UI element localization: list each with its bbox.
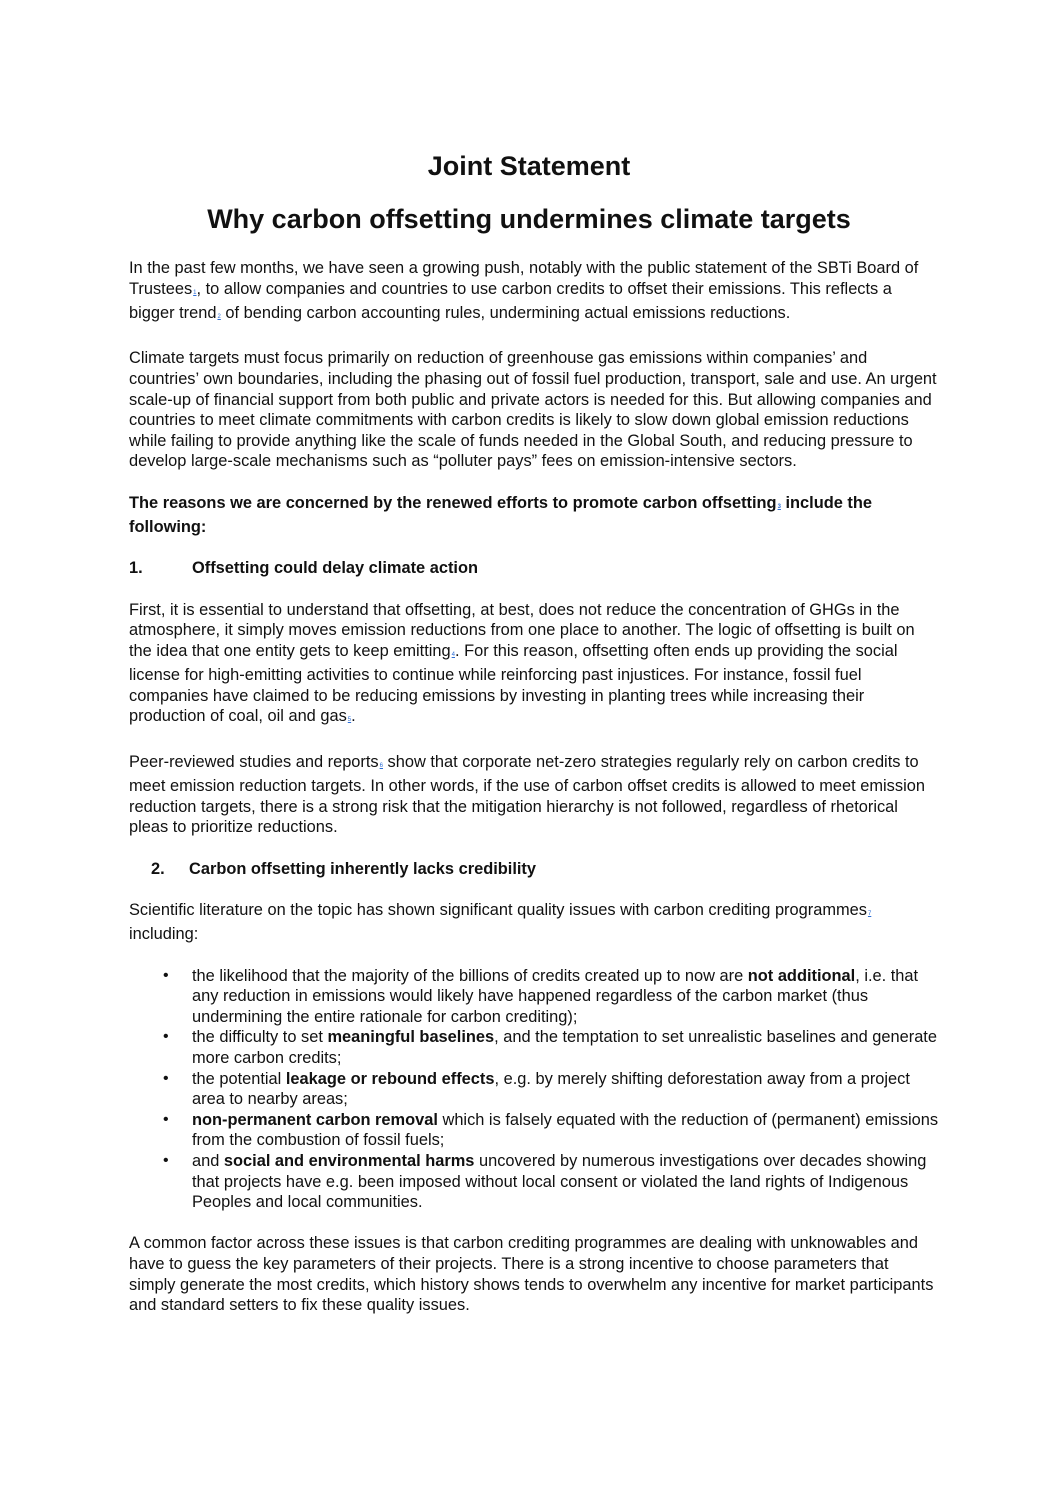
paragraph-text: Scientific literature on the topic has shown significant quality issues with carbon crediting programmes — [129, 900, 867, 919]
bullet-icon: • — [163, 1151, 169, 1169]
paragraph-text: of bending carbon accounting rules, undermining actual emissions reductions. — [220, 304, 791, 323]
item-text: uncovered by numerous investigations over decades showing that projects have e.g. been imposed without local consent or violated the land rights of Indigenous Peoples and local communities. — [192, 1151, 927, 1212]
document-body — [129, 258, 939, 1336]
paragraph-offsetting-delay — [129, 600, 939, 732]
list-item — [129, 966, 939, 1028]
item-emphasis: meaningful baselines — [327, 1028, 495, 1047]
bullet-icon: • — [163, 1110, 169, 1128]
paragraph-text: , to allow companies and countries to use carbon credits to offset their emissions. This reflects a bigger trend — [129, 279, 892, 323]
document-title: Joint Statement — [427, 151, 631, 181]
item-text: , e.g. by merely shifting deforestation away from a project area to nearby areas; — [192, 1069, 910, 1109]
item-emphasis: social and environmental harms — [223, 1151, 475, 1170]
list-item — [129, 1027, 939, 1068]
item-text: and — [192, 1151, 224, 1170]
paragraph-text: . For this reason, offsetting often ends up providing the social license for high-emitting activities to continue while reinforcing past injustices. For instance, fossil fuel companies have claimed to be reducing emissions by investing in planting trees while increasing their production of coal, oil and gas — [129, 641, 898, 726]
reasons-heading — [129, 493, 939, 538]
item-emphasis: not additional — [747, 966, 856, 985]
list-item — [129, 1110, 939, 1151]
section-number: 1. — [129, 559, 143, 578]
item-emphasis: leakage or rebound effects — [285, 1069, 495, 1088]
list-item — [129, 1069, 939, 1110]
paragraph-text: In the past few months, we have seen a growing push, notably with the public statement of the SBTi Board of Trustees — [129, 259, 919, 298]
section-title: Offsetting could delay climate action — [192, 559, 478, 578]
list-item — [129, 1151, 939, 1213]
paragraph-scientific-literature — [129, 900, 939, 945]
paragraph-text: show that corporate net-zero strategies regularly rely on carbon credits to meet emission reduction targets. In other words, if the use of carbon offset credits is allowed to meet emission reduction targets, there is a strong risk that the mitigation hierarchy is not followed, regardless of rhetorical pleas to prioritize reductions. — [129, 752, 925, 837]
footnote-link[interactable]: 1 — [193, 289, 197, 296]
paragraph-peer-reviewed — [129, 752, 939, 838]
reasons-text: include the following: — [129, 493, 872, 537]
item-text: , i.e. that any reduction in emissions would likely have happened regardless of the carbon market (thus undermining the entire rationale for carbon crediting); — [192, 966, 919, 1026]
item-text: the potential — [192, 1069, 286, 1088]
document-subtitle: Why carbon offsetting undermines climate targets — [207, 204, 851, 234]
footnote-link[interactable]: 6 — [379, 762, 383, 769]
footnote-link[interactable]: 2 — [217, 314, 221, 321]
footnote-link[interactable]: 4 — [451, 651, 455, 658]
item-text: the likelihood that the majority of the billions of credits created up to now are — [192, 966, 748, 985]
paragraph-text: including: — [129, 925, 199, 944]
paragraph-text: . — [351, 707, 356, 726]
item-text: which is falsely equated with the reduction of (permanent) emissions from the combustion of fossil fuels; — [192, 1110, 939, 1150]
quality-issues-list — [129, 966, 939, 1213]
section-heading-1 — [129, 558, 939, 579]
item-text: the difficulty to set — [192, 1028, 328, 1047]
item-text: , and the temptation to set unrealistic baselines and generate more carbon credits; — [192, 1028, 937, 1067]
bullet-icon: • — [163, 1069, 169, 1087]
paragraph-text: First, it is essential to understand that offsetting, at best, does not reduce the concentration of GHGs in the atmosphere, it simply moves emission reductions from one place to another. The logic of offsetting is built on the idea that one entity gets to keep emitting — [129, 600, 915, 660]
section-heading-2 — [129, 859, 939, 880]
item-emphasis: non-permanent carbon removal — [192, 1110, 438, 1129]
footnote-link[interactable]: 3 — [777, 503, 781, 510]
paragraph-common-factor: A common factor across these issues is that carbon crediting programmes are dealing with unknowables and have to guess the key parameters of their projects. There is a strong incentive to choose parameters that simply generate the most credits, which history shows tends to overwhelm any incentive for market participants and standard setters to fix these quality issues. — [129, 1234, 934, 1315]
footnote-link[interactable]: 7 — [867, 910, 872, 917]
bullet-icon: • — [163, 1028, 169, 1046]
paragraph-text: Peer-reviewed studies and reports — [129, 752, 379, 771]
bullet-icon: • — [163, 966, 169, 984]
section-number: 2. — [151, 859, 165, 878]
paragraph-intro — [129, 258, 939, 328]
section-title: Carbon offsetting inherently lacks credibility — [189, 859, 537, 878]
reasons-text: The reasons we are concerned by the renewed efforts to promote carbon offsetting — [129, 493, 777, 512]
footnote-link[interactable]: 5 — [347, 717, 352, 724]
paragraph-climate-targets: Climate targets must focus primarily on reduction of greenhouse gas emissions within companies’ and countries’ own boundaries, including the phasing out of fossil fuel production, transport, sale and use. An urgent scale-up of financial support from both public and private actors is needed for this. But allowing companies and countries to meet climate commitments with carbon credits is likely to slow down global emission reductions while failing to provide anything like the scale of funds needed in the Global South, and reducing pressure to develop large-scale mechanisms such as “polluter pays” fees on emission-intensive sectors. — [129, 349, 937, 471]
